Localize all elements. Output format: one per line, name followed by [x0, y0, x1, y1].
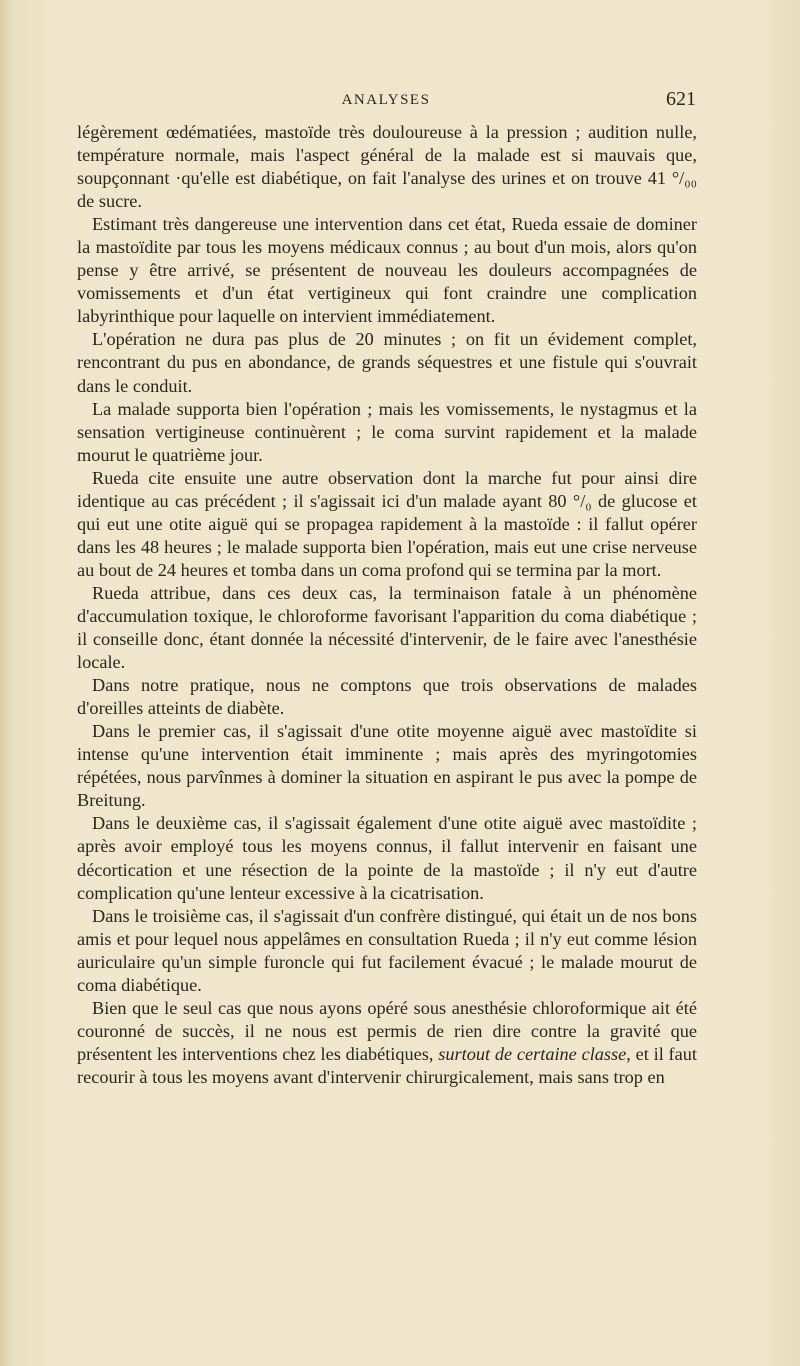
paragraph: Dans le troisième cas, il s'agissait d'un confrère distingué, qui était un de nos bons amis et pour lequel nous appelâmes en consultation Rueda ; il n'y eut comme lésion auriculaire qu'un simple furoncle qui fut facilement évacué ; le malade mourut de coma diabétique. [77, 905, 697, 995]
paragraph: L'opération ne dura pas plus de 20 minutes ; on fit un évidement complet, rencontrant du pus en abondance, de grands séquestres et une fistule qui s'ouvrait dans le conduit. [77, 329, 697, 396]
running-title: ANALYSES [341, 92, 431, 108]
paragraph: Dans le deuxième cas, il s'agissait également d'une otite aiguë avec mastoïdite ; après avoir employé tous les moyens connus, il fallut intervenir en faisant une décortication et une résection de la pointe de la mastoïde ; il n'y eut d'autre complication qu'une lenteur excessive à la cicatrisation. [77, 813, 697, 903]
last-paragraph [77, 997, 697, 1089]
paragraph: Dans notre pratique, nous ne comptons que trois observations de malades d'oreilles atteints de diabète. [77, 675, 697, 719]
body-text [77, 121, 697, 1089]
italic-phrase: surtout de certaine classe [438, 1043, 627, 1064]
paragraph: Estimant très dangereuse une intervention dans cet état, Rueda essaie de dominer la mastoïdite par tous les moyens médicaux connus ; au bout d'un mois, alors qu'on pense y être arrivé, se présentent de nouveau les douleurs accompagnées de vomissements et d'un état vertigineux qui font craindre une complication labyrinthique pour laquelle on intervient immédiatement. [77, 214, 697, 327]
paragraph: Rueda attribue, dans ces deux cas, la terminaison fatale à un phénomène d'accumulation toxique, le chloroforme favorisant l'apparition du coma diabétique ; il conseille donc, étant donnée la nécessité d'intervenir, de le faire avec l'anesthésie locale. [77, 582, 697, 673]
last-paragraph-start: Bien que le seul cas que nous ayons opéré sous anesthésie chloroformique ait été couronné de succès, il ne nous est permis de rien dire contre la gravité que présentent les interventions chez les diabétiques, [77, 997, 697, 1064]
paragraph: La malade supporta bien l'opération ; mais les vomissements, le nystagmus et la sensation vertigineuse continuèrent ; le coma survint rapidement et la malade mourut le quatrième jour. [77, 398, 697, 465]
page-header [76, 88, 696, 112]
page-number: 621 [666, 88, 696, 110]
paragraph: Dans le premier cas, il s'agissait d'une otite moyenne aiguë avec mastoïdite si intense qu'une intervention était imminente ; mais après des myringotomies répétées, nous parvînmes à dominer la situation en aspirant le pus avec la pompe de Breitung. [77, 721, 697, 811]
paragraph: Rueda cite ensuite une autre observation dont la marche fut pour ainsi dire identique au cas précédent ; il s'agissait ici d'un malade ayant 80 °/₀ de glucose et qui eut une otite aiguë qui se propagea rapidement à la mastoïde : il fallut opérer dans les 48 heures ; le malade supporta bien l'opération, mais eut une crise nerveuse au bout de 24 heures et tomba dans un coma profond qui se termina par la mort. [77, 467, 697, 580]
last-paragraph-end: , et il faut recourir à tous les moyens avant d'intervenir chirurgicalement, mais sans trop en [77, 1043, 697, 1087]
paragraph: légèrement œdématiées, mastoïde très douloureuse à la pression ; audition nulle, température normale, mais l'aspect général de la malade est si mauvais que, soupçonnant ·qu'elle est diabétique, on fait l'analyse des urines et on trouve 41 °/₀₀ de sucre. [77, 122, 697, 212]
